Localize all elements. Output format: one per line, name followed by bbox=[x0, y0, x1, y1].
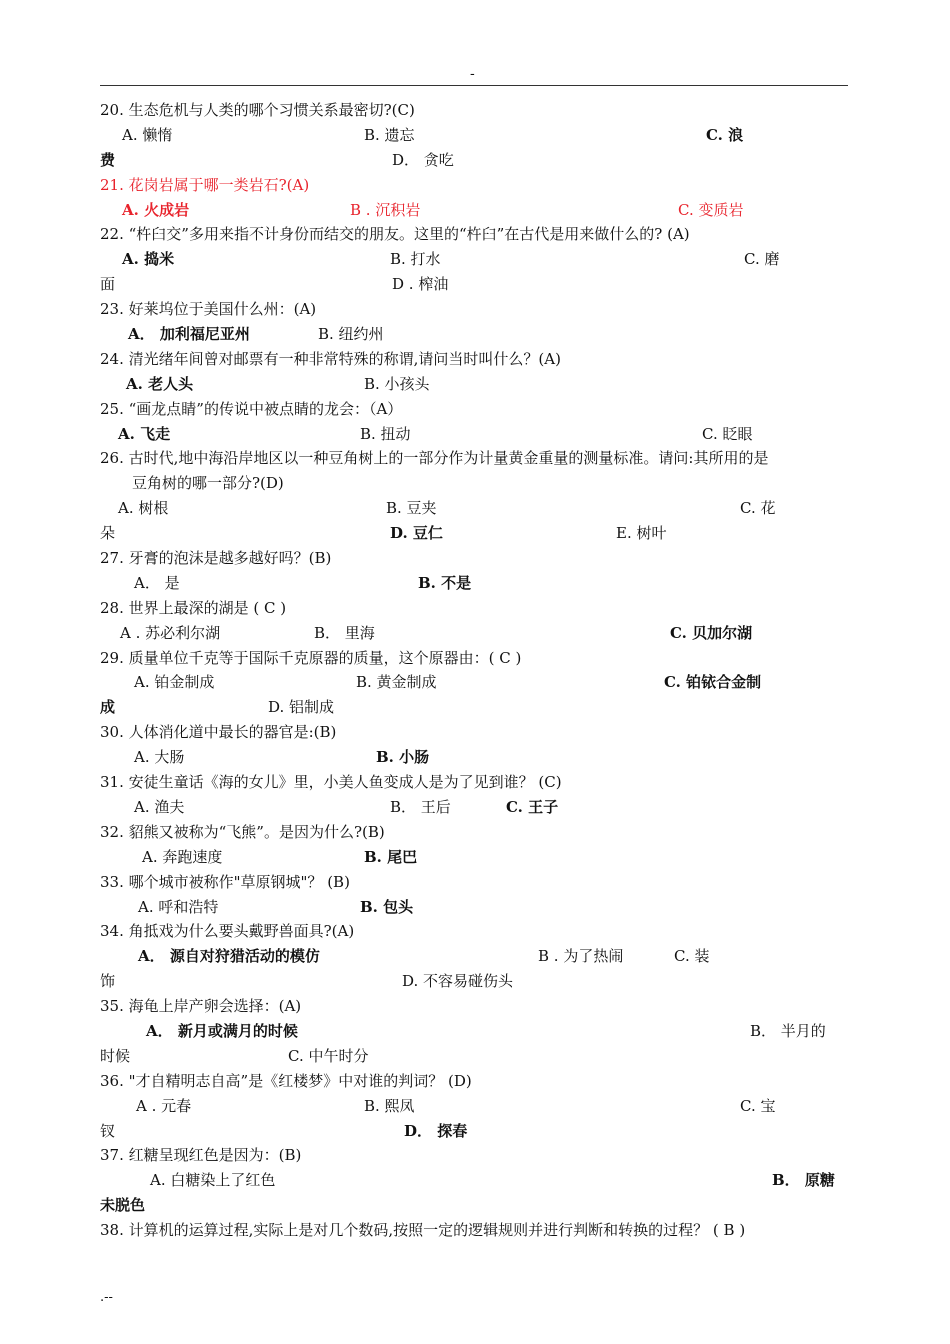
question-text: 24. 清光绪年间曾对邮票有一种非常特殊的称谓,请问当时叫什么？(A) bbox=[100, 349, 561, 368]
option-a: A. 大肠 bbox=[134, 748, 185, 767]
option-c: C. 装 bbox=[674, 947, 710, 966]
option-b: B . 为了热闹 bbox=[538, 947, 624, 966]
option-b: B. 小肠 bbox=[376, 748, 430, 767]
option-c: C. 王子 bbox=[506, 797, 559, 816]
option-a: A. 懒惰 bbox=[122, 125, 173, 144]
question-38 bbox=[100, 1218, 850, 1243]
option-e: E. 树叶 bbox=[616, 524, 667, 543]
options-36 bbox=[100, 1094, 850, 1119]
question-35 bbox=[100, 994, 850, 1019]
option-c: C. 花 bbox=[740, 499, 776, 518]
question-text: 33. 哪个城市被称作"草原钢城"？ (B) bbox=[100, 872, 350, 891]
options-35 bbox=[100, 1019, 850, 1044]
option-b-cont: 未脱色 bbox=[100, 1196, 146, 1215]
options-29 bbox=[100, 670, 850, 695]
option-a: A． 新月或满月的时候 bbox=[146, 1021, 298, 1040]
question-text: 34. 角抵戏为什么要头戴野兽面具?(A) bbox=[100, 922, 355, 941]
question-text: 32. 貂熊又被称为“飞熊”。是因为什么?(B) bbox=[100, 822, 385, 841]
option-c: C. 中午时分 bbox=[288, 1046, 369, 1065]
options-22-cont bbox=[100, 272, 850, 297]
options-24 bbox=[100, 372, 850, 397]
question-36 bbox=[100, 1069, 850, 1094]
question-text: 25. “画龙点睛”的传说中被点睛的龙会：（A） bbox=[100, 399, 403, 418]
option-b: B. 豆夹 bbox=[386, 499, 437, 518]
question-21 bbox=[100, 173, 850, 198]
question-list bbox=[100, 98, 850, 1243]
option-a: A. 渔夫 bbox=[134, 797, 185, 816]
option-c: C. 变质岩 bbox=[678, 200, 744, 219]
option-a: A . 元春 bbox=[136, 1096, 192, 1115]
options-35-cont bbox=[100, 1044, 850, 1069]
option-a: A． 是 bbox=[134, 573, 180, 592]
option-b: B． 半月的 bbox=[750, 1021, 826, 1040]
option-a: A. 火成岩 bbox=[122, 200, 190, 219]
option-d: D . 榨油 bbox=[392, 275, 449, 294]
question-text: 36. "才自精明志自高”是《红楼梦》中对谁的判词？ (D) bbox=[100, 1071, 472, 1090]
options-32 bbox=[100, 845, 850, 870]
option-a: A. 呼和浩特 bbox=[138, 897, 219, 916]
option-a: A . 苏必利尔湖 bbox=[120, 623, 221, 642]
option-d: D. 不容易碰伤头 bbox=[402, 972, 514, 991]
option-b: B. 扭动 bbox=[360, 424, 411, 443]
question-23 bbox=[100, 297, 850, 322]
footer-mark: .-- bbox=[100, 1290, 113, 1305]
option-b-cont: 时候 bbox=[100, 1046, 131, 1065]
option-b: B. 包头 bbox=[360, 897, 414, 916]
question-text: 20. 生态危机与人类的哪个习惯关系最密切?(C) bbox=[100, 101, 415, 119]
option-c: C. 眨眼 bbox=[702, 424, 753, 443]
question-text: 38. 计算机的运算过程,实际上是对几个数码,按照一定的逻辑规则并进行判断和转换的过程？ ( B ) bbox=[100, 1221, 746, 1240]
options-30 bbox=[100, 745, 850, 770]
option-a: A． 加利福尼亚州 bbox=[128, 325, 250, 344]
options-28 bbox=[100, 621, 850, 646]
options-22 bbox=[100, 247, 850, 272]
options-20 bbox=[100, 123, 850, 148]
option-c-cont: 面 bbox=[100, 275, 116, 294]
options-26-cont bbox=[100, 521, 850, 546]
question-text: 27. 牙膏的泡沫是越多越好吗？(B) bbox=[100, 549, 332, 568]
options-36-cont bbox=[100, 1119, 850, 1144]
option-d: D． 贪吃 bbox=[392, 150, 454, 169]
option-c: C. 铂铱合金制 bbox=[664, 673, 762, 692]
option-b: B . 沉积岩 bbox=[350, 200, 421, 219]
question-31 bbox=[100, 770, 850, 795]
option-c-cont: 朵 bbox=[100, 524, 116, 543]
option-b: B. 打水 bbox=[390, 250, 441, 269]
option-c-cont: 费 bbox=[100, 150, 116, 169]
option-b: B． 原糖 bbox=[772, 1171, 835, 1190]
options-29-cont bbox=[100, 695, 850, 720]
options-20-cont bbox=[100, 148, 850, 173]
question-22 bbox=[100, 222, 850, 247]
question-text: 29. 质量单位千克等于国际千克原器的质量，这个原器由：( C ) bbox=[100, 648, 522, 667]
option-a: A. 铂金制成 bbox=[134, 673, 215, 692]
option-a: A． 源自对狩猎活动的模仿 bbox=[138, 947, 320, 966]
option-b: B. 黄金制成 bbox=[356, 673, 437, 692]
question-text: 23. 好莱坞位于美国什么州：(A) bbox=[100, 300, 317, 319]
options-33 bbox=[100, 895, 850, 920]
options-34-cont bbox=[100, 969, 850, 994]
question-20 bbox=[100, 98, 850, 123]
question-text: 31. 安徒生童话《海的女儿》里，小美人鱼变成人是为了见到谁？ (C) bbox=[100, 773, 562, 792]
question-text: 37. 红糖呈现红色是因为：(B) bbox=[100, 1146, 302, 1165]
option-c: C. 宝 bbox=[740, 1096, 776, 1115]
question-text: 35. 海龟上岸产卵会选择：(A) bbox=[100, 997, 302, 1016]
question-24 bbox=[100, 347, 850, 372]
question-text: 30. 人体消化道中最长的器官是:(B) bbox=[100, 723, 337, 742]
option-a: A. 捣米 bbox=[122, 250, 175, 269]
option-c: C. 浪 bbox=[706, 125, 744, 144]
options-26 bbox=[100, 496, 850, 521]
options-34 bbox=[100, 944, 850, 969]
option-c: C. 磨 bbox=[744, 250, 780, 269]
option-b: B． 王后 bbox=[390, 797, 451, 816]
option-c: C. 贝加尔湖 bbox=[670, 623, 753, 642]
question-text: 22. “杵臼交”多用来指不计身份而结交的朋友。这里的“杵臼”在古代是用来做什么的? (A) bbox=[100, 225, 690, 244]
option-a: A. 树根 bbox=[118, 499, 169, 518]
question-26 bbox=[100, 446, 850, 471]
question-30 bbox=[100, 720, 850, 745]
option-a: A. 老人头 bbox=[126, 374, 194, 393]
option-b: B. 尾巴 bbox=[364, 847, 418, 866]
options-37 bbox=[100, 1168, 850, 1193]
question-25 bbox=[100, 397, 850, 422]
option-a: A. 奔跑速度 bbox=[142, 847, 223, 866]
option-b: B. 小孩头 bbox=[364, 374, 430, 393]
options-21 bbox=[100, 198, 850, 223]
question-text: 26. 古时代,地中海沿岸地区以一种豆角树上的一部分作为计量黄金重量的测量标准。请问:其所用的是 bbox=[100, 449, 769, 468]
option-d: D. 豆仁 bbox=[390, 524, 443, 543]
question-26-cont bbox=[100, 471, 850, 496]
options-23 bbox=[100, 322, 850, 347]
option-a: A. 飞走 bbox=[118, 424, 171, 443]
option-c-cont: 饰 bbox=[100, 972, 116, 991]
option-d: D． 探春 bbox=[404, 1121, 468, 1140]
option-b: B. 遗忘 bbox=[364, 125, 415, 144]
question-37 bbox=[100, 1143, 850, 1168]
question-29 bbox=[100, 646, 850, 671]
header-mark: - bbox=[470, 66, 475, 82]
option-b: B. 纽约州 bbox=[318, 325, 384, 344]
option-b: B． 里海 bbox=[314, 623, 375, 642]
question-text-cont: 豆角树的哪一部分?(D) bbox=[132, 474, 284, 493]
question-text: 28. 世界上最深的湖是 ( C ) bbox=[100, 598, 287, 617]
question-28 bbox=[100, 596, 850, 621]
options-25 bbox=[100, 422, 850, 447]
question-34 bbox=[100, 919, 850, 944]
question-27 bbox=[100, 546, 850, 571]
option-a: A. 白糖染上了红色 bbox=[150, 1171, 276, 1190]
options-37-cont bbox=[100, 1193, 850, 1218]
option-c-cont: 钗 bbox=[100, 1121, 116, 1140]
option-b: B. 不是 bbox=[418, 573, 472, 592]
option-b: B. 熙凤 bbox=[364, 1096, 415, 1115]
question-32 bbox=[100, 820, 850, 845]
options-31 bbox=[100, 795, 850, 820]
option-c-cont: 成 bbox=[100, 698, 116, 717]
header-rule bbox=[100, 85, 848, 86]
option-d: D. 铝制成 bbox=[268, 698, 335, 717]
question-33 bbox=[100, 870, 850, 895]
question-text: 21. 花岗岩属于哪一类岩石?(A) bbox=[100, 175, 310, 194]
options-27 bbox=[100, 571, 850, 596]
